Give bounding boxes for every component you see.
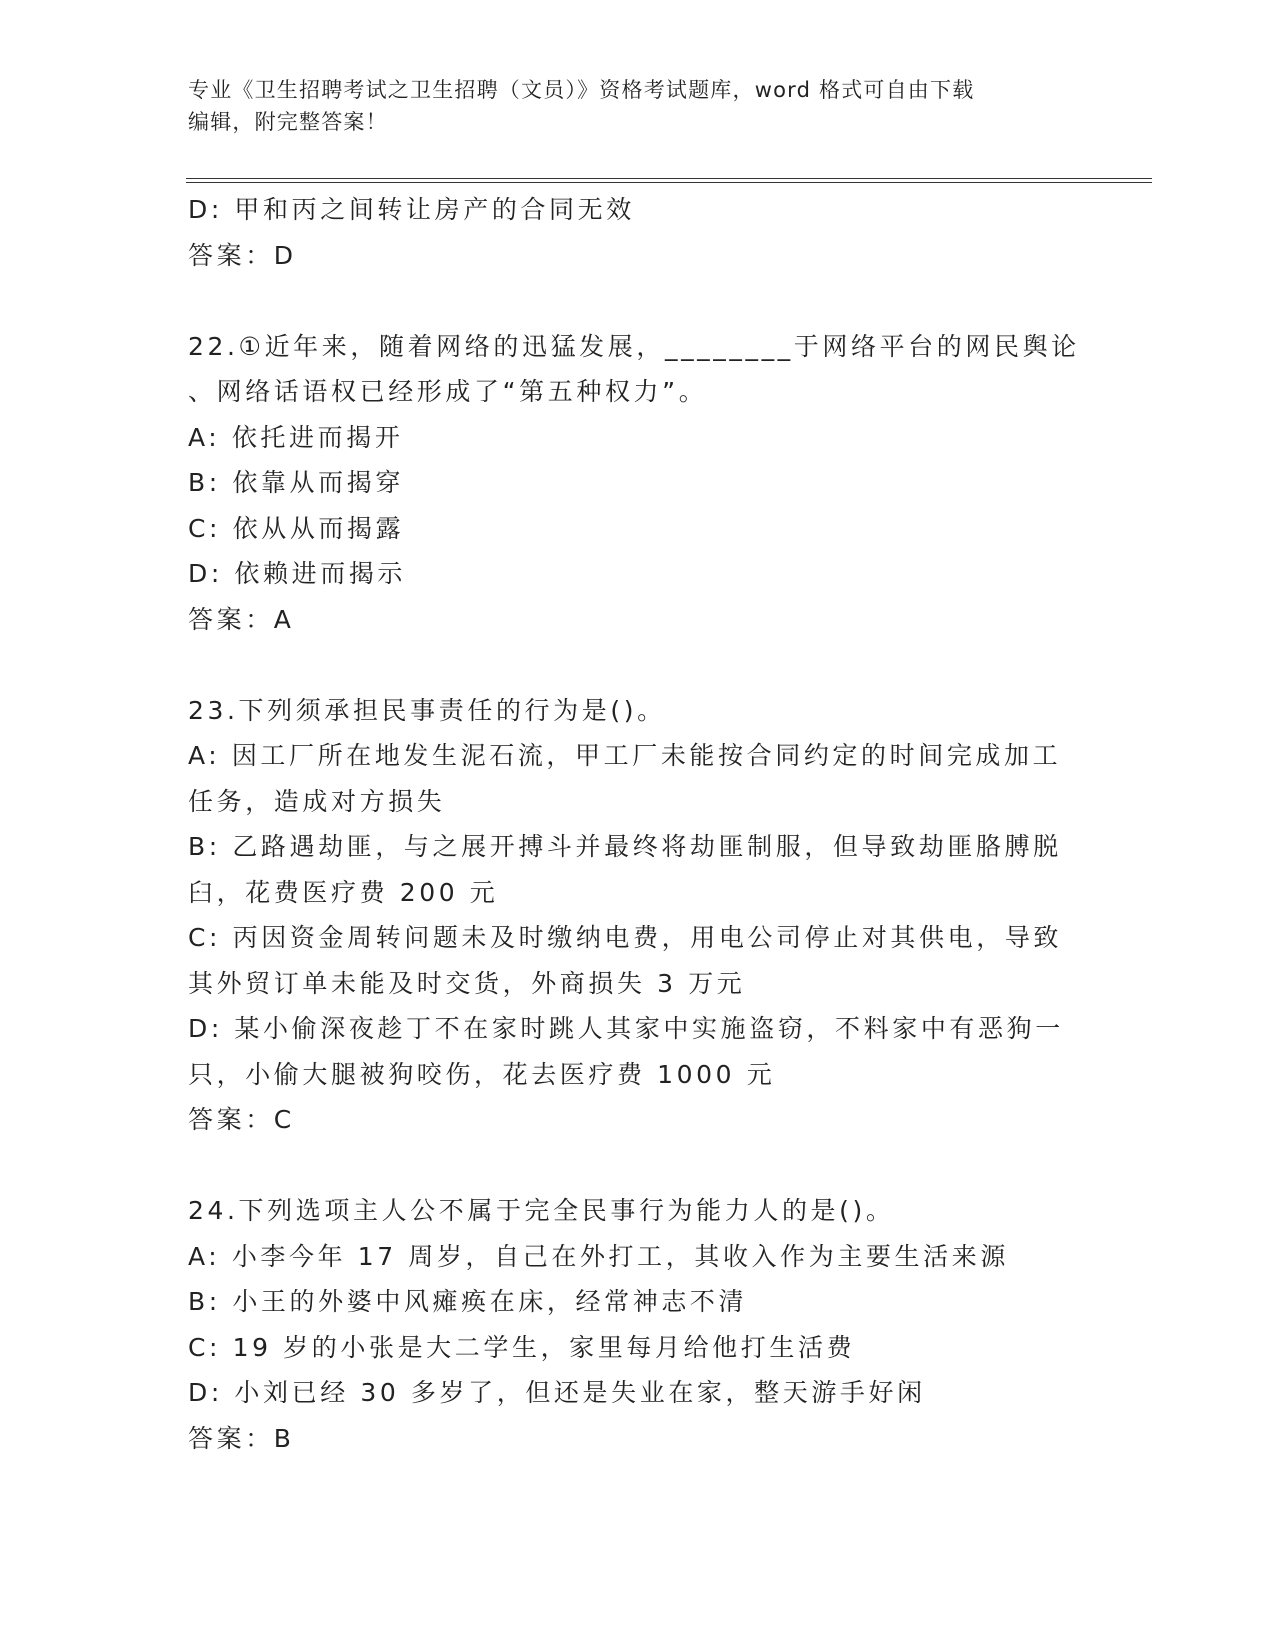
q22-option-a: A: 依托进而揭开 [188,422,404,452]
q24-option-d: D: 小刘已经 30 多岁了，但还是失业在家，整天游手好闲 [188,1378,926,1407]
q24-option-b: B: 小王的外婆中风瘫痪在床，经常神志不清 [188,1287,748,1316]
q22-stem-line-2: 、网络话语权已经形成了“第五种权力”。 [188,377,708,406]
q22-option-c: C: 依从从而揭露 [188,513,405,543]
q23-option-d-line-1: D: 某小偷深夜趁丁不在家时跳人其家中实施盗窃，不料家中有恶狗一 [188,1014,1064,1043]
q21-option-d: D: 甲和丙之间转让房产的合同无效 [188,195,635,224]
q23-option-b-line-1: B: 乙路遇劫匪，与之展开搏斗并最终将劫匪制服，但导致劫匪胳膊脱 [188,832,1062,861]
q23-option-a-line-1: A: 因工厂所在地发生泥石流，甲工厂未能按合同约定的时间完成加工 [188,741,1062,770]
q22-option-d: D: 依赖进而揭示 [188,559,407,588]
q23-answer: 答案：C [188,1105,295,1134]
header-divider-top [186,178,1152,179]
q23-option-c-line-2: 其外贸订单未能及时交货，外商损失 3 万元 [188,968,746,998]
q23-option-b-line-2: 臼，花费医疗费 200 元 [188,877,499,907]
header-line-1: 专业《卫生招聘考试之卫生招聘（文员）》资格考试题库，word 格式可自由下载 [188,78,975,102]
document-header [188,74,1068,138]
q24-option-c: C: 19 岁的小张是大二学生，家里每月给他打生活费 [188,1332,856,1362]
q23-option-a-line-2: 任务，造成对方损失 [188,786,446,816]
header-divider-bottom [186,182,1152,183]
q24-stem: 24.下列选项主人公不属于完全民事行为能力人的是()。 [188,1196,895,1225]
q24-option-a: A: 小李今年 17 周岁，自己在外打工，其收入作为主要生活来源 [188,1241,1009,1271]
q22-stem-line-1: 22.①近年来，随着网络的迅猛发展，________于网络平台的网民舆论 [188,331,1080,361]
q21-answer: 答案：D [188,240,297,270]
q24-answer: 答案：B [188,1423,295,1453]
header-line-2: 编辑，附完整答案！ [188,110,388,134]
question-content [188,187,1088,1461]
q22-answer: 答案：A [188,604,295,634]
q23-option-c-line-1: C: 丙因资金周转问题未及时缴纳电费，用电公司停止对其供电，导致 [188,923,1063,952]
q23-option-d-line-2: 只，小偷大腿被狗咬伤，花去医疗费 1000 元 [188,1059,776,1089]
q22-option-b: B: 依靠从而揭穿 [188,468,404,497]
spacer [188,642,1088,688]
spacer [188,1143,1088,1189]
spacer [188,278,1088,324]
q23-stem: 23.下列须承担民事责任的行为是()。 [188,695,666,725]
